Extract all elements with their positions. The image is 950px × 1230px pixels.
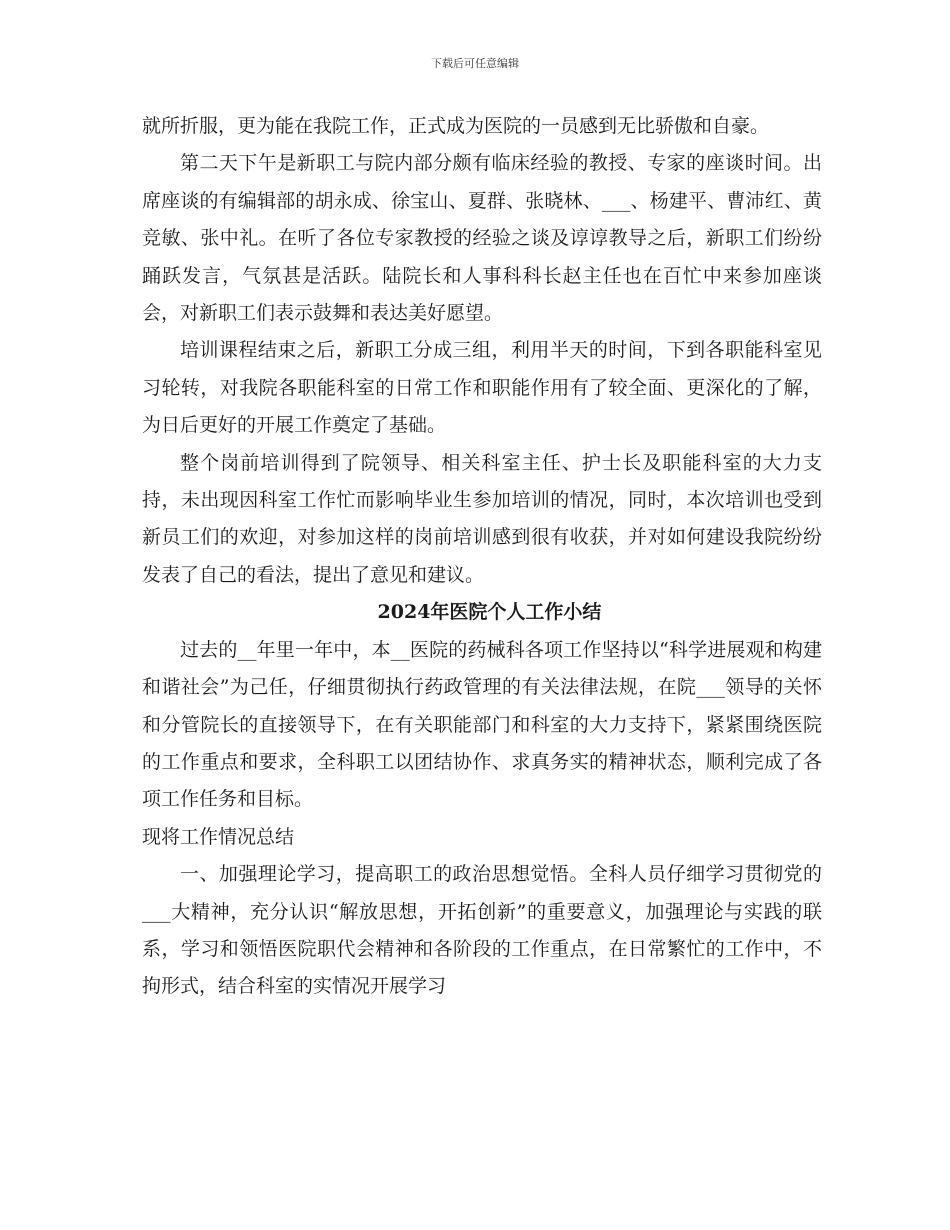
section-title: 2024年医院个人工作小结: [377, 601, 602, 624]
paragraph-summary-lead: 现将工作情况总结: [142, 825, 295, 848]
paragraph-summary-intro: 过去的__年里一年中，本__医院的药械科各项工作坚持以“科学进展观和构建和谐社会”为己任，仔细贯彻执行药政管理的有关法律法规，在院___领导的关怀和分管院长的直接领导下，在有关职能部门和科室的大力支持下，紧紧围绕医院的工作重点和要求，全科职工以团结协作、求真务实的精神状态，顺利完成了各项工作任务和目标。: [142, 638, 822, 811]
paragraph-support: 整个岗前培训得到了院领导、相关科室主任、护士长及职能科室的大力支持，未出现因科室工作忙而影响毕业生参加培训的情况，同时，本次培训也受到新员工们的欢迎，对参加这样的岗前培训感到很有收获，并对如何建设我院纷纷发表了自己的看法，提出了意见和建议。: [142, 451, 822, 586]
paragraph-rotation: 培训课程结束之后，新职工分成三组，利用半天的时间，下到各职能科室见习轮转，对我院各职能科室的日常工作和职能作用有了较全面、更深化的了解，为日后更好的开展工作奠定了基础。: [142, 339, 822, 437]
paragraph-continuation: 就所折服，更为能在我院工作，正式成为医院的一员感到无比骄傲和自豪。: [142, 115, 770, 137]
document-body: [142, 108, 822, 1006]
page-header: 下载后可任意编辑: [431, 57, 519, 70]
paragraph-symposium: 第二天下午是新职工与院内部分颇有临床经验的教授、专家的座谈时间。出席座谈的有编辑部的胡永成、徐宝山、夏群、张晓林、___、杨建平、曹沛红、黄竞敏、张中礼。在听了各位专家教授的经验之谈及谆谆教导之后，新职工们纷纷踊跃发言，气氛甚是活跃。陆院长和人事科科长赵主任也在百忙中来参加座谈会，对新职工们表示鼓舞和表达美好愿望。: [142, 152, 822, 325]
paragraph-theory-study: 一、加强理论学习，提高职工的政治思想觉悟。全科人员仔细学习贯彻党的___大精神，充分认识“解放思想，开拓创新”的重要意义，加强理论与实践的联系，学习和领悟医院职代会精神和各阶段的工作重点，在日常繁忙的工作中，不拘形式，结合科室的实情况开展学习: [142, 863, 822, 998]
